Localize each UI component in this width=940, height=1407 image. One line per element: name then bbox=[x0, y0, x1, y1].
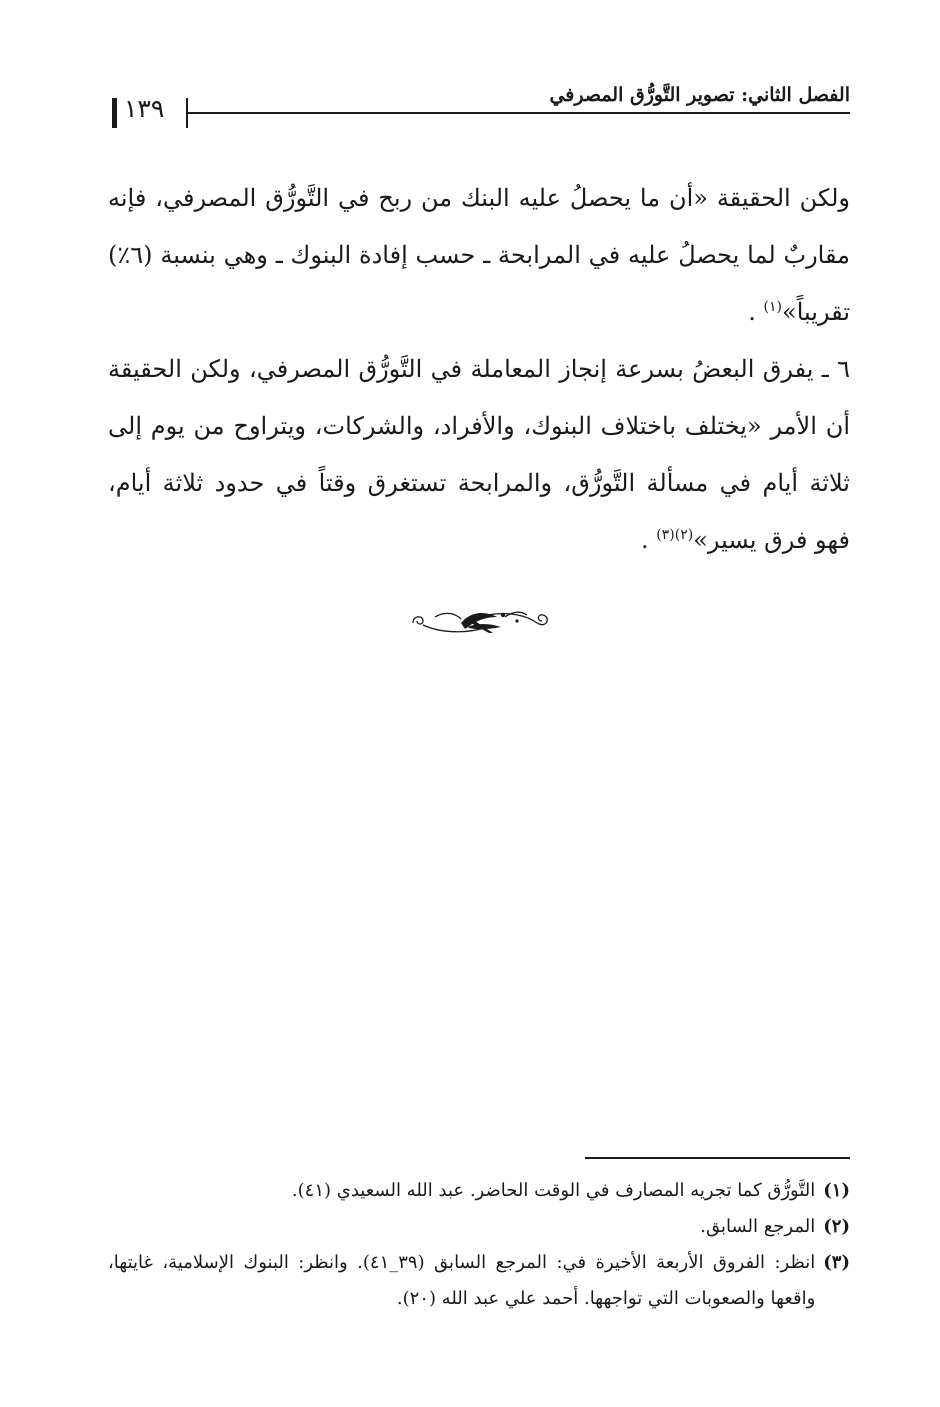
running-header bbox=[108, 78, 850, 128]
footnote-ref-2-3[interactable]: (٢)(٣) bbox=[656, 527, 694, 543]
header-bar-left bbox=[112, 98, 117, 128]
footnote-number: (٣) bbox=[823, 1252, 850, 1273]
paragraph-2-tail: . bbox=[641, 526, 657, 554]
footnote-1 bbox=[108, 1173, 850, 1209]
paragraph-1 bbox=[108, 170, 850, 341]
header-rule bbox=[186, 112, 850, 114]
footnote-2 bbox=[108, 1209, 850, 1245]
footnotes bbox=[108, 1173, 850, 1317]
footnote-text: انظر: الفروق الأربعة الأخيرة في: المرجع السابق (٣٩_٤١). وانظر: البنوك الإسلامية، غايتها، واقعها والصعوبات التي تواجهها. أحمد علي عبد الله (٢٠). bbox=[108, 1252, 816, 1309]
running-title: الفصل الثاني: تصوير التَّورُّق المصرفي bbox=[541, 82, 850, 108]
footnote-separator bbox=[585, 1157, 850, 1159]
footnote-ref-1[interactable]: (١) bbox=[763, 299, 783, 315]
floral-divider-icon bbox=[405, 603, 555, 639]
paragraph-1-text: ولكن الحقيقة «أن ما يحصلُ عليه البنك من ربح في التَّورُّق المصرفي، فإنه مقاربٌ لما يحصلُ عليه في المرابحة ـ حسب إفادة البنوك ـ وهي بنسبة (٦٪) تقريباً» bbox=[108, 184, 850, 326]
footnote-3 bbox=[108, 1245, 850, 1317]
footnote-number: (١) bbox=[823, 1180, 850, 1201]
footnote-text: التَّورُّق كما تجريه المصارف في الوقت الحاضر. عبد الله السعيدي (٤١). bbox=[291, 1180, 816, 1201]
footnote-text: المرجع السابق. bbox=[700, 1216, 816, 1237]
body-text bbox=[108, 170, 850, 569]
paragraph-2 bbox=[108, 341, 850, 569]
paragraph-2-text: ٦ ـ يفرق البعضُ بسرعة إنجاز المعاملة في التَّورُّق المصرفي، ولكن الحقيقة أن الأمر «يختلف باختلاف البنوك، والأفراد، والشركات، ويتراوح من يوم إلى ثلاثة أيام في مسألة التَّورُّق، والمرابحة تستغرق وقتاً في حدود ثلاثة أيام، فهو فرق يسير» bbox=[108, 355, 850, 554]
paragraph-1-tail: . bbox=[748, 298, 764, 326]
footnote-number: (٢) bbox=[823, 1216, 850, 1237]
page-number: ١٣٩ bbox=[124, 94, 165, 123]
